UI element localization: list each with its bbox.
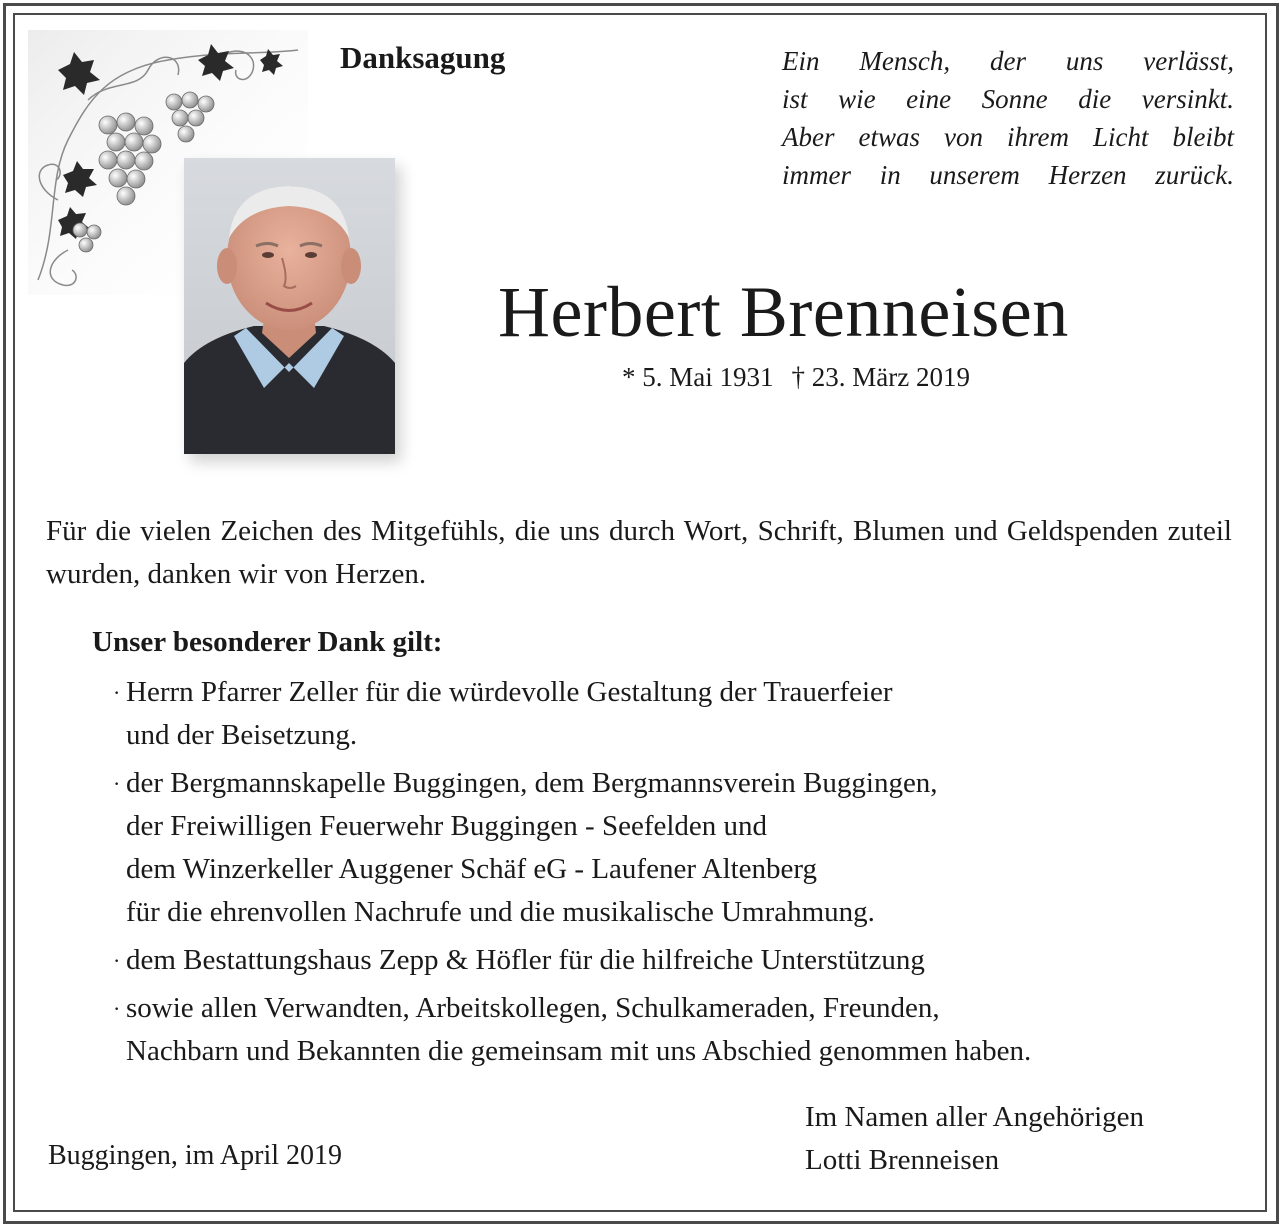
signature-block	[805, 1096, 1144, 1182]
list-item	[113, 762, 1238, 934]
item-line: und der Beisetzung.	[126, 719, 358, 751]
item-line: für die ehrenvollen Nachrufe und die musikalische Umrahmung.	[126, 896, 875, 928]
bullet-dot: ·	[113, 680, 121, 705]
signature-name: Lotti Brenneisen	[805, 1144, 1000, 1176]
quote-line: ist wie eine Sonne die versinkt.	[782, 84, 1234, 114]
thanks-title: Unser besonderer Dank gilt:	[92, 626, 443, 658]
item-line: der Freiwilligen Feuerwehr Buggingen - Seefelden und	[126, 810, 768, 842]
quote-line: Ein Mensch, der uns verlässt,	[782, 46, 1234, 76]
place-and-date: Buggingen, im April 2019	[48, 1140, 342, 1171]
quote-line: immer in unserem Herzen zurück.	[782, 160, 1234, 190]
item-line: dem Bestattungshaus Zepp & Höfler für die hilfreiche Unterstützung	[126, 944, 925, 976]
life-dates	[622, 362, 970, 393]
list-item	[113, 671, 1238, 757]
item-line: Nachbarn und Bekannten die gemeinsam mit uns Abschied genommen haben.	[126, 1035, 1032, 1067]
deceased-name: Herbert Brenneisen	[498, 272, 1069, 352]
thanks-list	[113, 671, 1238, 1078]
item-line: dem Winzerkeller Auggener Schäf eG - Laufener Altenberg	[126, 853, 818, 885]
birth-date: * 5. Mai 1931	[622, 362, 774, 392]
death-date: † 23. März 2019	[791, 362, 970, 392]
list-item	[113, 939, 1238, 982]
signature-line: Im Namen aller Angehörigen	[805, 1101, 1145, 1133]
item-line: sowie allen Verwandten, Arbeitskollegen, Schulkameraden, Freunden,	[126, 992, 940, 1024]
intro-text: Für die vielen Zeichen des Mitgefühls, die uns durch Wort, Schrift, Blumen und Geldspenden zuteil wurden, danken wir von Herzen.	[46, 515, 1232, 590]
bullet-dot: ·	[113, 948, 121, 973]
portrait-photo	[184, 158, 395, 454]
heading-danksagung: Danksagung	[340, 40, 506, 75]
memorial-quote	[782, 42, 1234, 194]
quote-line: Aber etwas von ihrem Licht bleibt	[782, 122, 1234, 152]
bullet-dot: ·	[113, 771, 121, 796]
item-line: Herrn Pfarrer Zeller für die würdevolle Gestaltung der Trauerfeier	[126, 676, 893, 708]
list-item	[113, 987, 1238, 1073]
item-line: der Bergmannskapelle Buggingen, dem Bergmannsverein Buggingen,	[126, 767, 938, 799]
bullet-dot: ·	[113, 996, 121, 1021]
